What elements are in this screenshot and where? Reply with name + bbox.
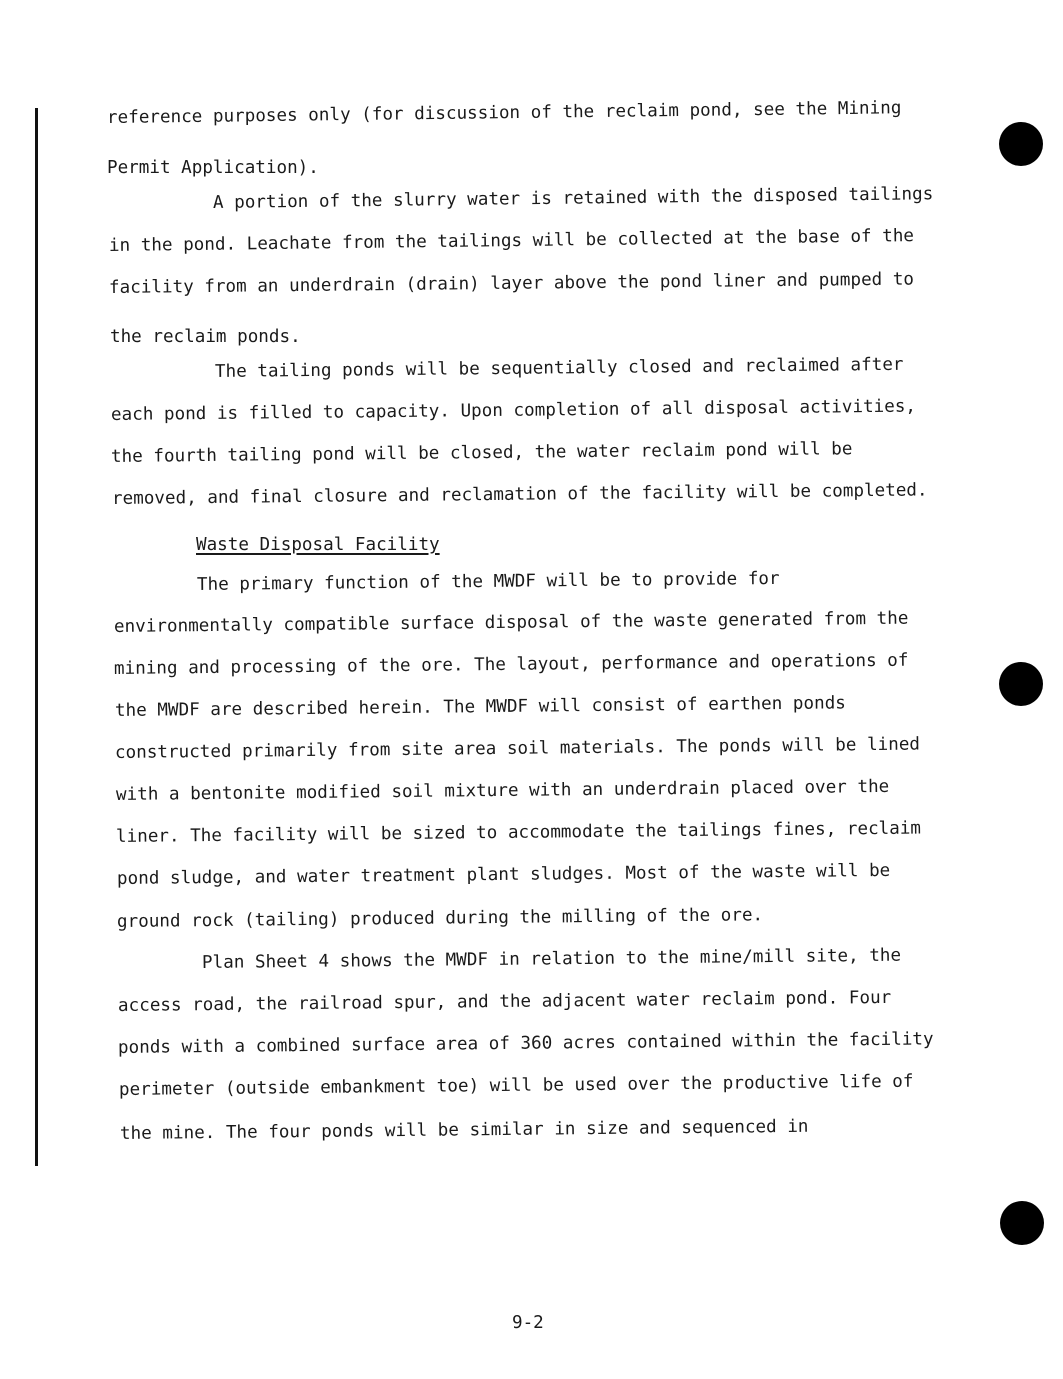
text-line: ponds with a combined surface area of 360 acres contained within the facility	[117, 1029, 934, 1058]
text-line: ground rock (tailing) produced during the milling of the ore.	[116, 905, 764, 932]
text-line: environmentally compatible surface disposal of the waste generated from the	[113, 608, 909, 637]
text-line: each pond is filled to capacity. Upon completion of all disposal activities,	[110, 396, 917, 425]
text-line: the fourth tailing pond will be closed, the water reclaim pond will be	[110, 439, 853, 467]
text-line: The tailing ponds will be sequentially closed and reclaimed after	[214, 354, 904, 382]
text-line: pond sludge, and water treatment plant sludges. Most of the waste will be	[116, 860, 891, 889]
punch-hole-bottom	[1000, 1201, 1044, 1245]
text-line: removed, and final closure and reclamation of the facility will be completed.	[111, 480, 928, 509]
text-line: The primary function of the MWDF will be to provide for	[196, 568, 780, 595]
text-line: reference purposes only (for discussion of the reclaim pond, see the Mining	[106, 98, 902, 128]
text-line: perimeter (outside embankment toe) will be used over the productive life of	[118, 1071, 914, 1100]
punch-hole-middle	[999, 662, 1043, 706]
page-number: 9-2	[512, 1313, 544, 1333]
text-line: constructed primarily from site area soil materials. The ponds will be lined	[114, 734, 921, 763]
text-line: access road, the railroad spur, and the adjacent water reclaim pond. Four	[117, 987, 892, 1016]
margin-change-bar	[35, 108, 38, 1166]
text-line: A portion of the slurry water is retained with the disposed tailings	[212, 184, 934, 213]
punch-hole-top	[999, 122, 1043, 166]
text-line: facility from an underdrain (drain) layer above the pond liner and pumped to	[108, 269, 915, 298]
text-line: the reclaim ponds.	[110, 327, 301, 347]
text-line: Plan Sheet 4 shows the MWDF in relation to the mine/mill site, the	[201, 945, 902, 973]
section-heading: Waste Disposal Facility	[196, 535, 440, 555]
text-line: in the pond. Leachate from the tailings will be collected at the base of the	[108, 226, 915, 256]
text-line: the mine. The four ponds will be similar in size and sequenced in	[119, 1116, 809, 1144]
text-line: the MWDF are described herein. The MWDF will consist of earthen ponds	[114, 693, 846, 721]
text-line: with a bentonite modified soil mixture with an underdrain placed over the	[115, 776, 890, 805]
text-line: mining and processing of the ore. The layout, performance and operations of	[113, 650, 909, 679]
text-line: Permit Application).	[107, 158, 319, 178]
text-line: liner. The facility will be sized to accommodate the tailings fines, reclaim	[115, 818, 922, 847]
